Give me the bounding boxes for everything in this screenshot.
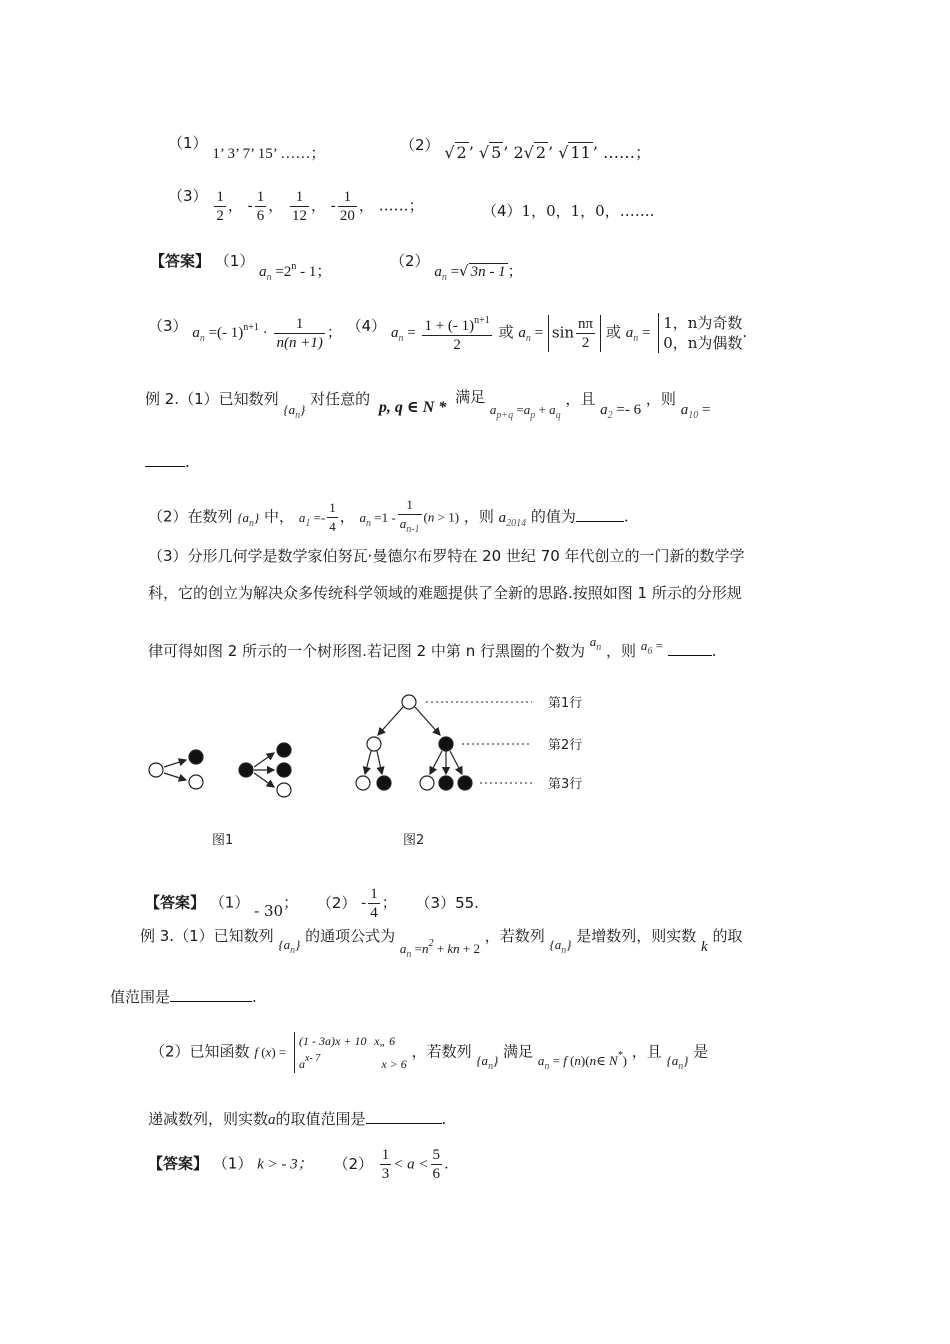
answer-heading: 【答案】 xyxy=(150,252,211,270)
answer-2-part-1: （1） xyxy=(209,893,250,912)
piece-1-domain: x„ 6 xyxy=(374,1034,396,1048)
ex2-q3-line3-text: 律可得如图 2 所示的一个树形图.若记图 2 中第 n 行黑圈的个数为 xyxy=(148,642,585,660)
seq-line-1 xyxy=(168,132,326,162)
label-4: （4） xyxy=(482,202,522,220)
ex3-q1-if: ，若数列 xyxy=(484,927,545,945)
ex2-q1-satisfy: 满足 xyxy=(455,388,486,406)
fig2-row3-node xyxy=(458,776,472,790)
sequence-1: 1’ 3’ 7’ 15’ ……； xyxy=(212,146,326,162)
seq-line-4 xyxy=(482,200,655,221)
ex3-q2-prefix: （2）已知函数 xyxy=(150,1042,250,1061)
ex2-q1-blank-line: . xyxy=(145,452,190,471)
ex2-q2: （2）在数列 $\{a_n\}$ 中， $a_1$ =- $\frac{1}{4}$ ， $a_n =1$ - $\frac{1}{a_{n-1}}$ (n > 1) ，则 $a_{2014}$ 的值为 . xyxy=(148,497,629,535)
answer-part-4: （4） xyxy=(346,317,387,335)
ex3-q2-and: ，且 xyxy=(631,1042,662,1061)
answer-3-value-1: k > - 3； xyxy=(257,1156,313,1173)
label-1: （1） xyxy=(168,134,208,152)
ex3-q1: 例 3.（1）已知数列 $\{a_n\}$ 的通项公式为 $a_n =n^2$ + kn + 2 ，若数列 $\{a_n\}$ 是增数列，则实数 k 的取 xyxy=(140,927,743,960)
fig2-row3-node xyxy=(356,776,370,790)
or-text-1: 或 xyxy=(498,323,514,341)
ex2-q2-end: 的值为 xyxy=(530,507,576,526)
ex3-q1-end: 的取 xyxy=(712,927,743,945)
ex3-q1-mid: 的通项公式为 xyxy=(305,927,396,945)
answer-blank-4[interactable] xyxy=(170,987,252,1002)
fig2-row3-node xyxy=(420,776,434,790)
answer-2-part-3: （3）55. xyxy=(415,893,479,912)
ex3-q2-line2-text: 递减数列，则实数 xyxy=(148,1110,269,1128)
ex2-q1-and: ，且 xyxy=(565,390,596,408)
seq-line-2 xyxy=(400,132,651,162)
ex3-q1-increasing: 是增数列，则实数 xyxy=(576,927,697,945)
ex3-q2: （2）已知函数 f (x) = (1 - 3a)x + 10 x„ 6 $a^{x- 7}$ x > 6 ，若数列 $\{a_n\}$ 满足 $a_n = f$ (n)(n∈ N*) ，且 $\{a_n\}$ 是 xyxy=(150,1034,709,1072)
figure-1-caption: 图1 xyxy=(212,833,234,848)
ex3-q2-if: ，若数列 xyxy=(411,1042,472,1061)
label-3: （3） xyxy=(168,186,208,205)
row1-label: 第1行 xyxy=(548,696,583,711)
ex2-q3-then: ，则 xyxy=(606,642,637,660)
answer-2-line: 【答案】 （1） - 30； （2） - $\frac{1}{4}$ ； （3）55. xyxy=(145,886,479,921)
ex3-q2-satisfy: 满足 xyxy=(503,1042,534,1061)
row2-label: 第2行 xyxy=(548,738,583,753)
piece-2-domain: x > 6 xyxy=(381,1057,407,1071)
ex3-q2-line2: 递减数列，则实数a的取值范围是 . xyxy=(148,1110,447,1128)
fig1-white-node xyxy=(149,763,163,777)
seq-line-3: （3） $\frac{1}{2}$ ， - $\frac{1}{6}$ ， $\frac{1}{12}$ ， - $\frac{1}{20}$ ， ……； xyxy=(168,186,424,224)
ex2-q1-mid: 对任意的 xyxy=(310,390,371,408)
answer-blank-2[interactable] xyxy=(576,507,624,522)
answer-part-2: （2） xyxy=(390,252,430,270)
fig1-black-node xyxy=(277,743,291,757)
fig2-row3-node xyxy=(439,776,453,790)
answer-1-line-a: 【答案】 （1） $a_n =2^n - 1$； xyxy=(150,252,332,283)
row3-label: 第3行 xyxy=(548,777,583,792)
fig2-row2-node xyxy=(439,737,453,751)
ex2-q2-mid: 中， xyxy=(264,507,295,526)
fig1-black-node xyxy=(277,763,291,777)
ex2-q2-then: ，则 xyxy=(463,507,494,526)
answer-3-part-2: （2） xyxy=(333,1154,373,1173)
answer-blank-1[interactable] xyxy=(145,452,185,467)
answer-part-1: （1） xyxy=(214,252,255,270)
ex2-q1: 例 2.（1）已知数列 $\{a_n\}$ 对任意的 p, q ∈ N * 满足 $a_{p+q} =a_p + a_q$ ，且 $a_2 =- 6$ ，则 $a_{10}$ = xyxy=(145,388,711,421)
fig1-white-node xyxy=(189,775,203,789)
fig1-black-node xyxy=(189,750,203,764)
answer-2-part-2: （2） xyxy=(316,893,357,912)
ex2-q1-prefix: 例 2.（1）已知数列 xyxy=(145,390,279,408)
answer-3-heading: 【答案】 xyxy=(148,1154,209,1173)
case-odd: 1，n为奇数 xyxy=(663,314,743,332)
answer-3-line: 【答案】 （1） k > - 3； （2） $\frac{1}{3}$ < a < $\frac{5}{6}$ . xyxy=(148,1147,449,1182)
ex3-q2-line2-end: 的取值范围是 xyxy=(275,1110,366,1128)
ex2-q2-prefix: （2）在数列 xyxy=(148,507,233,526)
fig2-row2-node xyxy=(367,737,381,751)
ex2-q1-then: ，则 xyxy=(645,390,676,408)
piece-1-expr: (1 - 3a)x + 10 xyxy=(299,1034,367,1048)
ex3-q1-line2: 值范围是 . xyxy=(110,988,257,1006)
answer-blank-3[interactable] xyxy=(668,641,712,656)
answer-blank-5[interactable] xyxy=(366,1109,442,1124)
ex2-q3-line3: 律可得如图 2 所示的一个树形图.若记图 2 中第 n 行黑圈的个数为 $a_n$ ，则 $a_6$ = . xyxy=(148,634,717,660)
answer-1-line-b: （2） $a_n$ =√ 3n - 1 ； xyxy=(390,252,523,283)
answer-2-value-1: - 30 xyxy=(254,901,284,920)
fig1-white-node xyxy=(277,783,291,797)
sequence-4: 1，0，1，0，……. xyxy=(521,202,655,220)
label-2: （2） xyxy=(400,136,440,154)
figure-2-caption: 图2 xyxy=(403,833,425,848)
sequence-2: √ 2 ’ √ 5 ’ 2√ 2 ’ √ 11 ’ ……； xyxy=(444,143,651,162)
fig1-black-node xyxy=(239,763,253,777)
or-text-2: 或 xyxy=(605,323,621,341)
ex3-q2-is: 是 xyxy=(693,1042,709,1061)
ex3-q1-prefix: 例 3.（1）已知数列 xyxy=(140,927,274,945)
fig2-row3-node xyxy=(377,776,391,790)
answer-1-line-c: （3） $a_n$ =(- 1)$^{n+1}$ · $\frac{1}{n(n +1)}$ ； （4） $a_n$ = $\frac{1 + (- 1)^{n+1}}{2}$ 或 $a_n = \sin$ $\frac{n\pi}{2}$ 或 $a_n$ = 1，n为奇数 0，n为偶数 . xyxy=(148,314,748,353)
answer-2-heading: 【答案】 xyxy=(145,893,206,912)
ex3-q1-line2-text: 值范围是 xyxy=(110,988,171,1006)
fig2-row1-node xyxy=(402,695,416,709)
case-even: 0，n为偶数 xyxy=(663,334,743,352)
fractal-figures xyxy=(0,680,950,850)
answer-3-part-1: （1） xyxy=(212,1154,253,1173)
ex2-q3-line1: （3）分形几何学是数学家伯努瓦·曼德尔布罗特在 20 世纪 70 年代创立的一门新的数学学 xyxy=(148,547,745,565)
ex2-q1-set: p, q ∈ N * xyxy=(378,399,447,416)
answer-part-3: （3） xyxy=(148,317,188,335)
ex2-q3-line2: 科，它的创立为解决众多传统科学领域的难题提供了全新的思路.按照如图 1 所示的分形规 xyxy=(148,584,742,602)
